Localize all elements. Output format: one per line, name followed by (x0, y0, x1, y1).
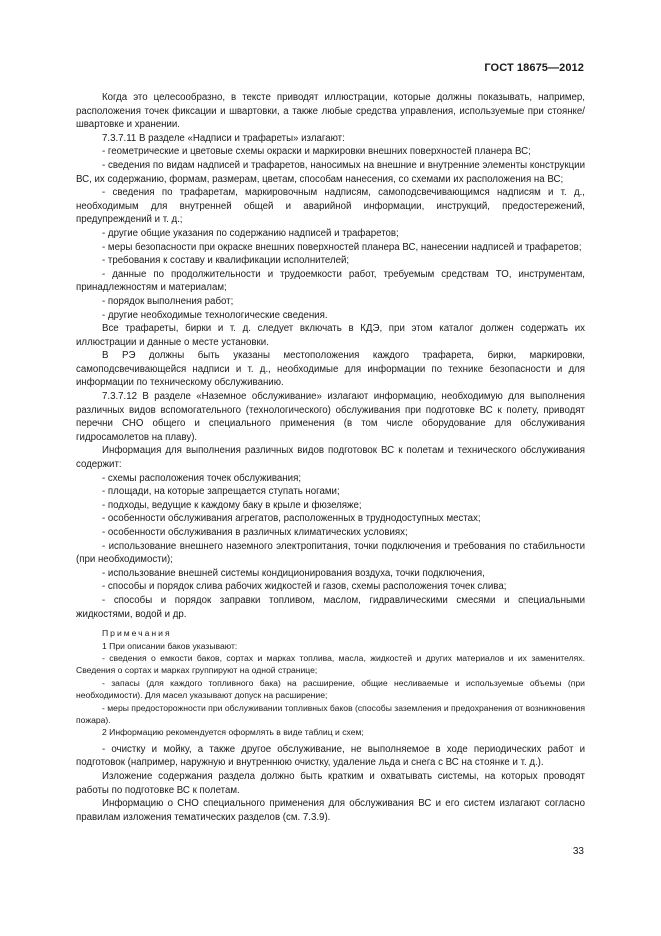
note-item: - меры предосторожности при обслуживании топливных баков (способы заземления и предохранения от возникновения пожара). (76, 702, 585, 725)
list-item: - очистку и мойку, а также другое обслуживание, не выполняемое в ходе периодических работ и подготовок (например, наружную и внутреннюю очистку, удаление льда и снега с ВС на стоянке и т. д.). (76, 743, 585, 769)
list-item: - использование внешнего наземного электропитания, точки подключения и требования по стабильности (при необходимости); (76, 540, 585, 566)
list-item: - порядок выполнения работ; (102, 295, 234, 307)
list-item: - особенности обслуживания агрегатов, расположенных в труднодоступных местах; (102, 513, 481, 525)
list-item: - особенности обслуживания в различных климатических условиях; (102, 527, 408, 538)
list-item: - сведения по трафаретам, маркировочным надписям, самоподсвечивающимся надписям и т. д., необходимым для внутренней общей и аварийной информации, инструкций, предостережений, предупреждений и т. д.; (76, 187, 585, 226)
list-item: - схемы расположения точек обслуживания; (102, 472, 302, 484)
list-item: - данные по продолжительности и трудоемкости работ, требуемым средствам ТО, инструментам, принадлежностям и материалам; (76, 268, 585, 294)
standard-header: ГОСТ 18675—2012 (484, 62, 584, 74)
list-item: - площади, на которые запрещается ступать ногами; (102, 486, 340, 498)
list-item: - сведения по видам надписей и трафаретов, наносимых на внешние и внутренние элементы конструкции ВС, их содержанию, формам, размерам, цветам, способам нанесения, со схемами их расположения на ВС; (76, 159, 585, 185)
paragraph: Когда это целесообразно, в тексте приводят иллюстрации, которые должны показывать, например, расположения точек фиксации и швартовки, а также любые средства управления, используемые при стоянке/швартовке и хранении. (76, 92, 585, 131)
paragraph: Информацию о СНО специального применения для обслуживания ВС и его систем излагают согласно правилам изложения тематических разделов (см. 7.3.9). (76, 798, 585, 823)
section-heading: 7.3.7.11 В разделе «Надписи и трафареты» излагают: (102, 132, 345, 144)
section-heading: 7.3.7.12 В разделе «Наземное обслуживание» излагают информацию, необходимую для выполнения различных видов вспомогательного (технологического) обслуживания при подготовке ВС к полету, приводят перечни СНО общего и специального применения (в том числе оборудование для обслуживания гидросамолетов на плаву). (76, 391, 585, 443)
list-item: - требования к составу и квалификации исполнителей; (102, 255, 350, 267)
list-item: - способы и порядок слива рабочих жидкостей и газов, схемы расположения точек слива; (102, 581, 507, 593)
body-text (76, 91, 585, 824)
note-item: - сведения о емкости баков, сортах и марках топлива, масла, жидкостей и других материалов и их заменителях. Сведения о сортах и марках группируют на одной странице; (76, 652, 585, 676)
paragraph: Информация для выполнения различных видов подготовок ВС к полетам и технического обслуживания содержит: (76, 445, 585, 471)
list-item: - другие необходимые технологические сведения. (102, 309, 328, 321)
list-item: - использование внешней системы кондиционирования воздуха, точки подключения, (102, 567, 485, 579)
paragraph: Изложение содержания раздела должно быть кратким и охватывать системы, на которых проводят работы по подготовке ВС к полетам. (76, 771, 585, 796)
list-item: - меры безопасности при окраске внешних поверхностей планера ВС, нанесении надписей и трафаретов; (102, 241, 582, 253)
note-item: 2 Информацию рекомендуется оформлять в виде таблиц и схем; (102, 727, 364, 738)
page-number: 33 (572, 846, 584, 857)
list-item: - способы и порядок заправки топливом, маслом, гидравлическими смесями и специальными жидкостями, водой и др. (76, 594, 585, 620)
list-item: - другие общие указания по содержанию надписей и трафаретов; (102, 227, 399, 239)
paragraph: Все трафареты, бирки и т. д. следует включать в КДЭ, при этом каталог должен содержать их иллюстрации и данные о месте установки. (76, 323, 585, 348)
note-item: 1 При описании баков указывают: (102, 640, 238, 651)
note-item: - запасы (для каждого топливного бака) на расширение, общие несливаемые и используемые объемы (при необходимости). Для масел указывают допуск на расширение; (76, 677, 585, 701)
notes-title: Примечания (102, 628, 172, 639)
list-item: - подходы, ведущие к каждому баку в крыле и фюзеляже; (102, 499, 362, 511)
notes-block (76, 627, 585, 739)
paragraph: В РЭ должны быть указаны местоположения каждого трафарета, бирки, маркировки, самоподсвечивающейся надписи и т. д., необходимые для информации по технике безопасности и для информации по техническому обслуживанию. (76, 350, 585, 389)
list-item: - геометрические и цветовые схемы окраски и маркировки внешних поверхностей планера ВС; (102, 146, 531, 158)
